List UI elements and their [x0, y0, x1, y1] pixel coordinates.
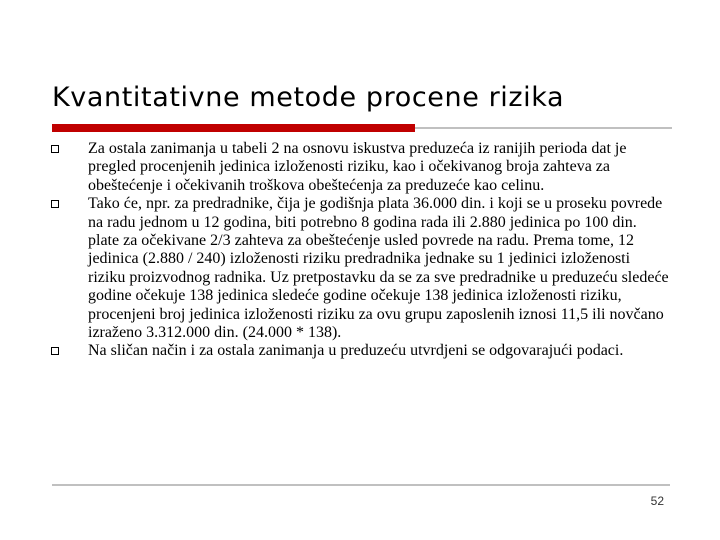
- hollow-square-bullet-icon: [51, 200, 59, 208]
- hollow-square-bullet-icon: [51, 145, 59, 153]
- title-underline: [52, 124, 672, 132]
- bullet-item: [51, 140, 671, 195]
- footer-divider: [52, 484, 670, 486]
- hollow-square-bullet-icon: [51, 347, 59, 355]
- page-number: 52: [650, 494, 664, 508]
- bullet-item: [51, 195, 671, 342]
- slide-title: Kvantitativne metode procene rizika: [52, 82, 565, 113]
- bullet-text: Za ostala zanimanja u tabeli 2 na osnovu iskustva preduzeća iz ranijih perioda dat je pregled procenjenih jedinica izloženosti riziku, kao i očekivanog broja zahteva za obeštećenje i očekivanih troškova obeštećenja za preduzeće kao celinu.: [88, 140, 627, 194]
- bullet-list: [51, 140, 671, 361]
- bullet-text: Na sličan način i za ostala zanimanja u preduzeću utvrdjeni se odgovarajući podaci.: [88, 342, 624, 360]
- title-underline-red-bar: [52, 124, 415, 132]
- bullet-item: [51, 342, 671, 360]
- bullet-text: Tako će, npr. za predradnike, čija je godišnja plata 36.000 din. i koji se u proseku povrede na radu jednom u 12 godina, biti potrebno 8 godina rada ili 2.880 jedinica po 100 din. plate za očekivane 2/3 zahteva za obeštećenje usled povrede na radu. Prema tome, 12 jedinica (2.880 / 240) izloženosti riziku predradnika jednake su 1 jedinici izloženosti riziku proizvodnog radnika. Uz pretpostavku da se za sve predradnike u preduzeću sledeće godine očekuje 138 jedinica sledeće godine očekuje 138 jedinica izloženosti riziku, procenjeni broj jedinica izloženosti riziku za ovu grupu zaposlenih iznosi 11,5 ili novčano izraženo 3.312.000 din. (24.000 * 138).: [88, 195, 669, 342]
